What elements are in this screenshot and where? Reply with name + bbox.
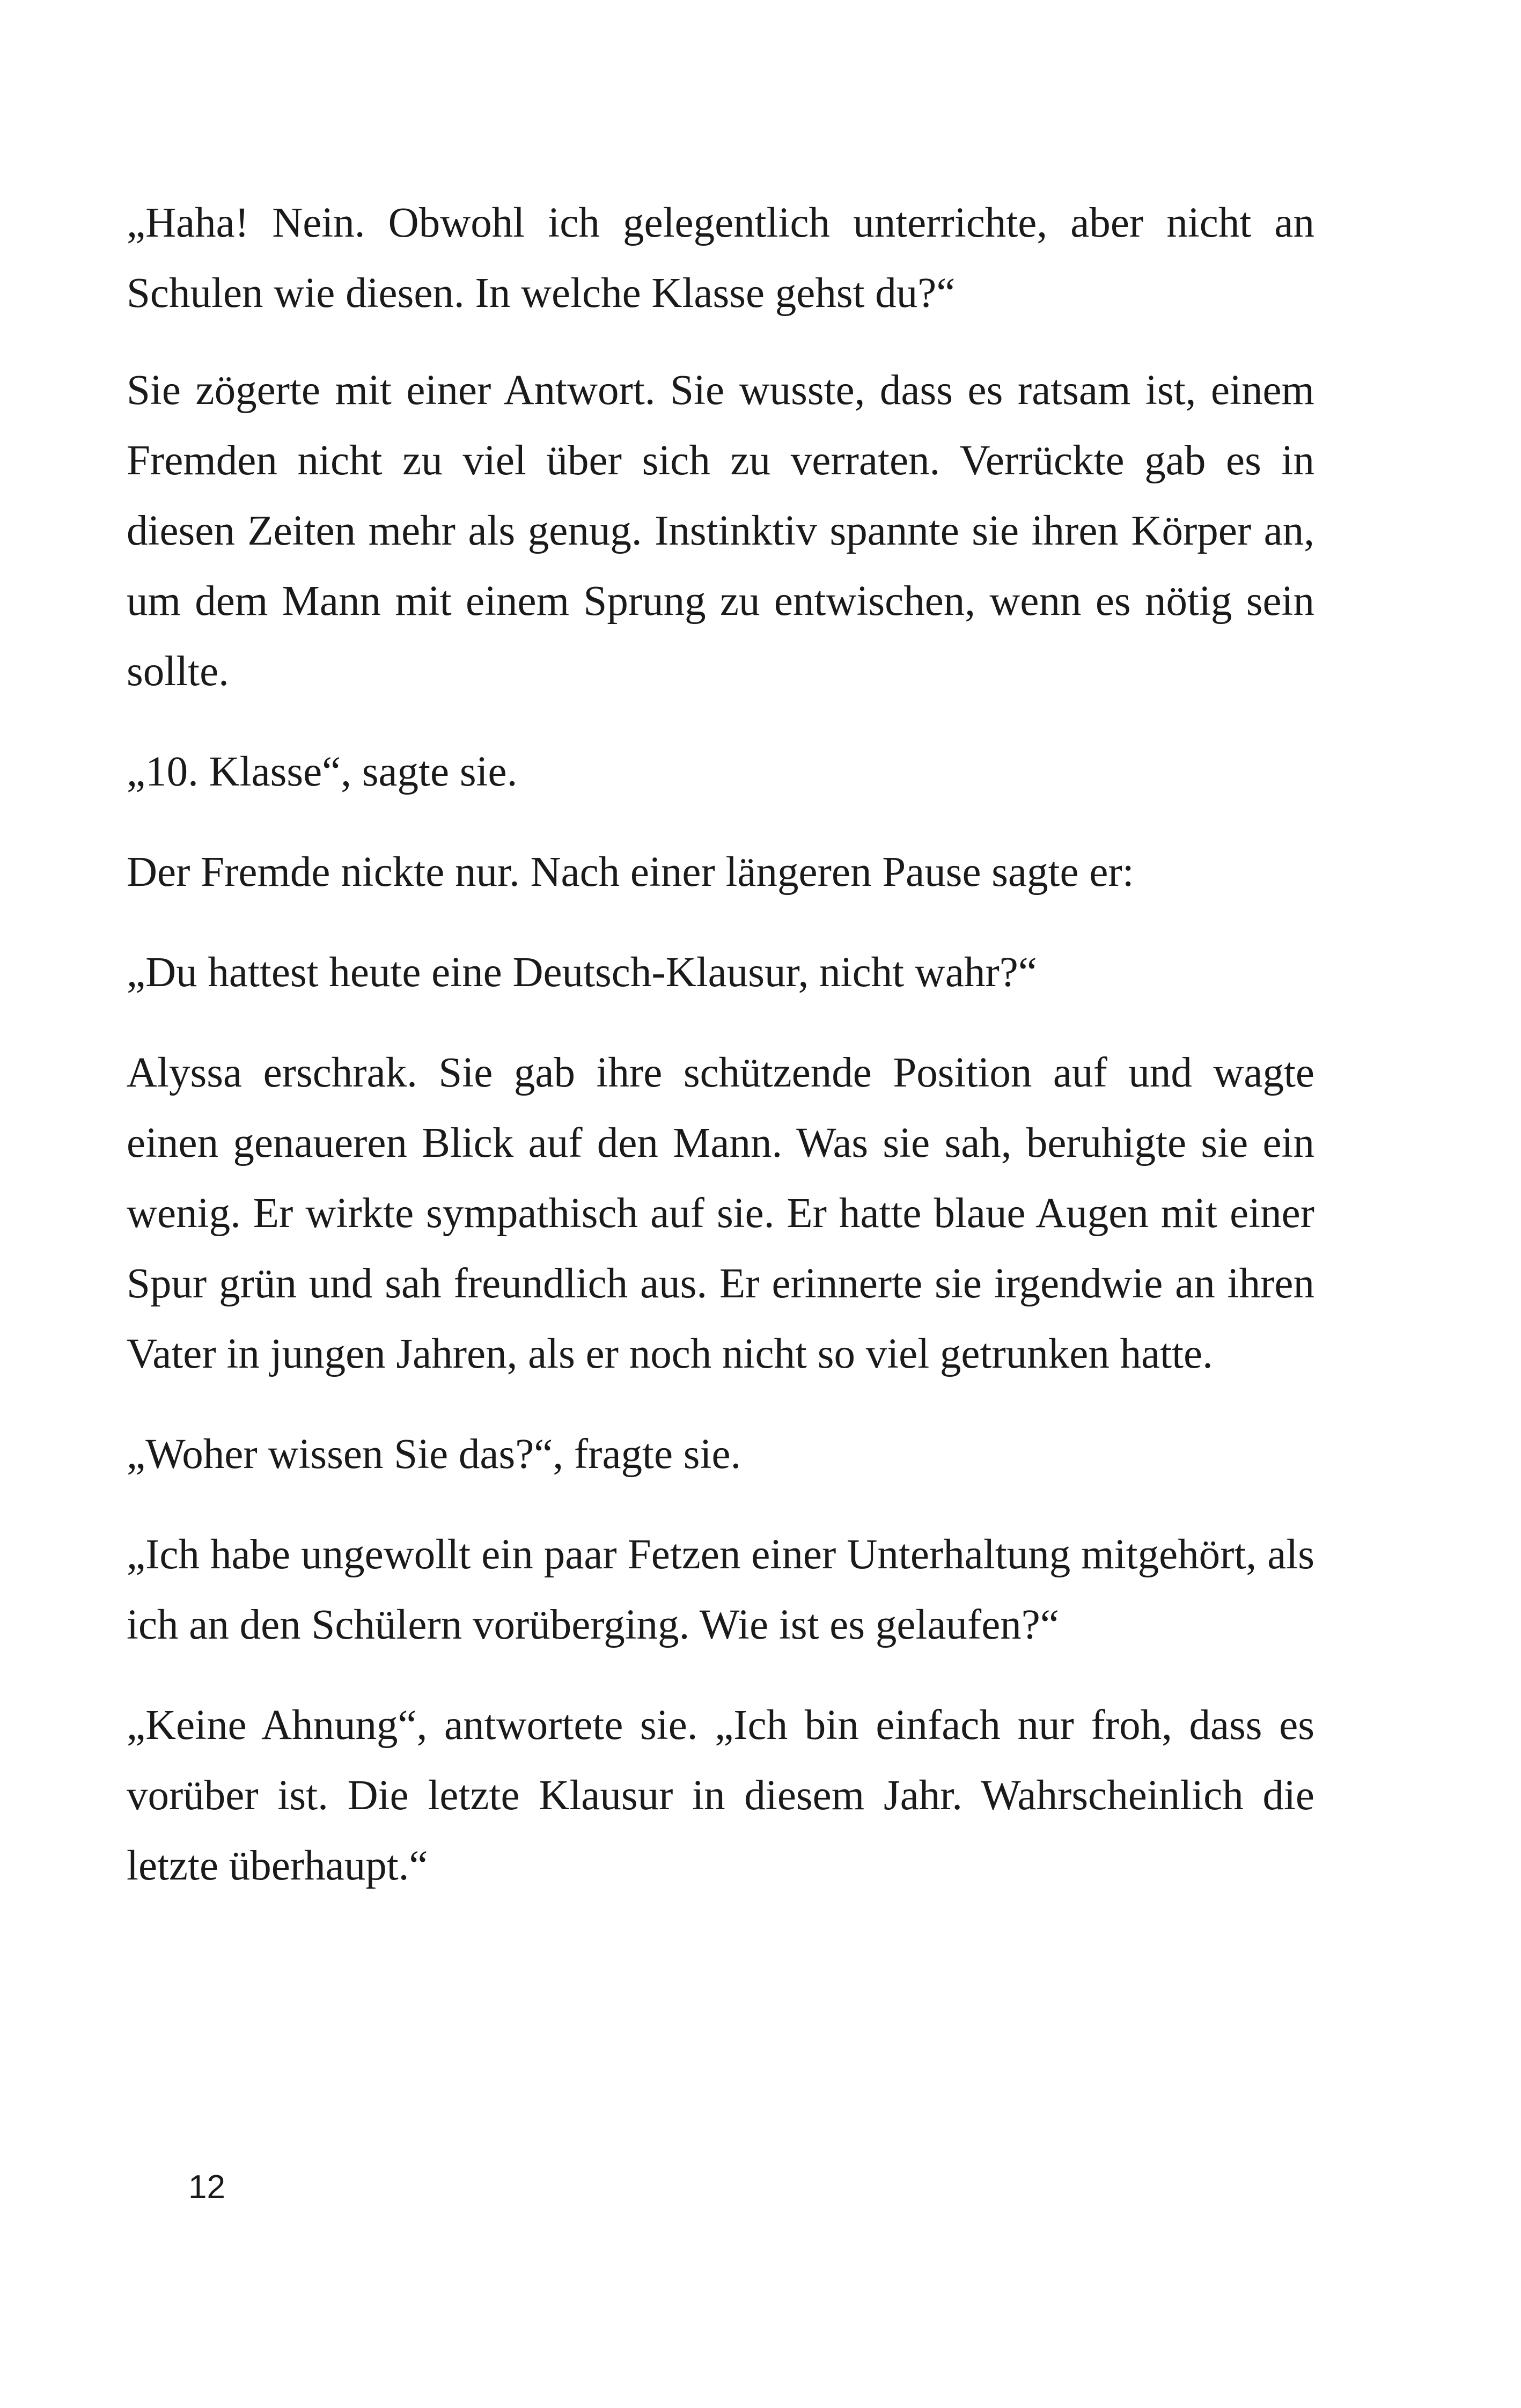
page-number: 12 [188,2169,225,2206]
paragraph: „Du hattest heute eine Deutsch-Klausur, nicht wahr?“ [127,949,1037,996]
paragraph: „Keine Ahnung“, antwortete sie. „Ich bin einfach nur froh, dass es vorüber ist. Die letzte Klausur in diesem Jahr. Wahrscheinlich die letzte überhaupt.“ [127,1702,1314,1889]
body-text [127,188,1314,1931]
paragraph: „Haha! Nein. Obwohl ich gelegentlich unterrichte, aber nicht an Schulen wie diesen. In welche Klasse gehst du?“ [127,200,1314,317]
paragraph: „10. Klasse“, sagte sie. [127,748,518,795]
paragraph: Sie zögerte mit einer Antwort. Sie wusste, dass es ratsam ist, einem Fremden nicht zu viel über sich zu verraten. Verrückte gab es in diesen Zeiten mehr als genug. Instinktiv spannte sie ihren Körper an, um dem Mann mit einem Sprung zu entwischen, wenn es nötig sein sollte. [127,367,1314,695]
paragraph: „Ich habe ungewollt ein paar Fetzen einer Unterhaltung mitgehört, als ich an den Schülern vorüberging. Wie ist es gelaufen?“ [127,1531,1314,1648]
paragraph: „Woher wissen Sie das?“, fragte sie. [127,1431,741,1478]
paragraph: Der Fremde nickte nur. Nach einer längeren Pause sagte er: [127,849,1134,895]
paragraph: Alyssa erschrak. Sie gab ihre schützende Position auf und wagte einen genaueren Blick auf den Mann. Was sie sah, beruhigte sie ein wenig. Er wirkte sympathisch auf sie. Er hatte blaue Augen mit einer Spur grün und sah freundlich aus. Er erinnerte sie irgendwie an ihren Vater in jungen Jahren, als er noch nicht so viel getrunken hatte. [127,1049,1314,1377]
